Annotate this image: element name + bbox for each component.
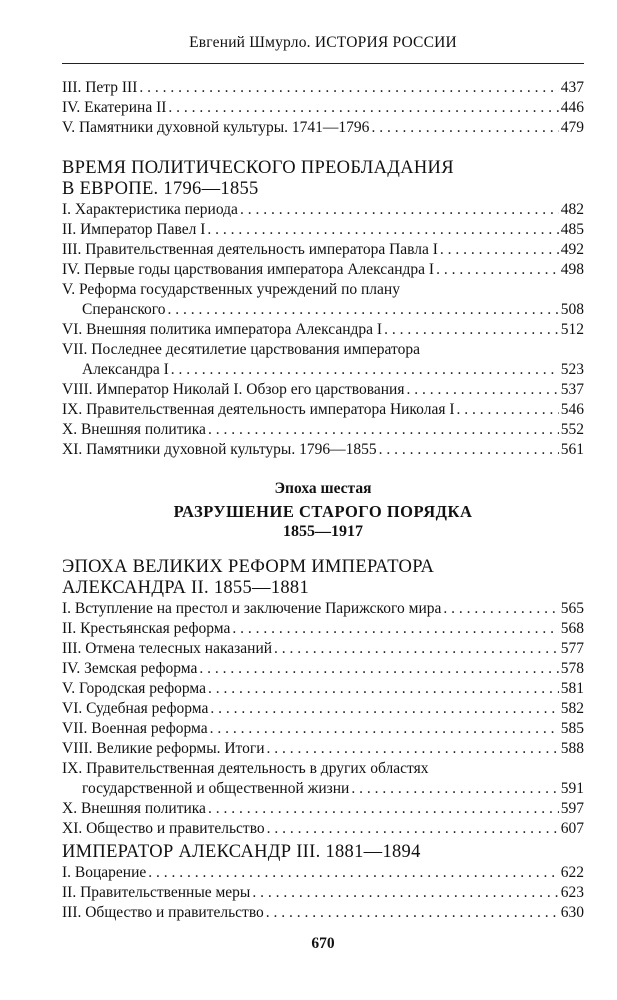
page-number: 568 xyxy=(560,620,584,637)
leader-dots xyxy=(371,118,558,138)
page-footer-number: 670 xyxy=(311,935,335,952)
leader-dots xyxy=(168,98,558,118)
toc-entry[interactable]: II. Император Павел I . . . 485 xyxy=(62,220,584,240)
leader-dots xyxy=(267,819,559,839)
toc-entry[interactable]: Александра I . . . 523 xyxy=(62,360,584,380)
leader-dots xyxy=(440,240,559,260)
leader-dots xyxy=(210,699,558,719)
leader-dots xyxy=(168,300,559,320)
leader-dots xyxy=(171,360,559,380)
toc-entry[interactable]: I. Воцарение . . . 622 xyxy=(62,863,584,883)
leader-dots xyxy=(252,883,558,903)
leader-dots xyxy=(208,679,559,699)
toc-entry[interactable]: IX. Правительственная деятельность императора Николая I . . . 546 xyxy=(62,400,584,420)
page-number: 552 xyxy=(560,421,584,438)
leader-dots xyxy=(406,380,558,400)
page-number: 485 xyxy=(560,221,584,238)
section-title: В ЕВРОПЕ. 1796—1855 xyxy=(62,179,259,199)
leader-dots xyxy=(436,260,559,280)
page-number: 492 xyxy=(560,241,584,258)
toc-entry[interactable]: VIII. Император Николай I. Обзор его царствования . . . 537 xyxy=(62,380,584,400)
toc-section-1 xyxy=(62,78,584,138)
page-number: 482 xyxy=(560,201,584,218)
section-title: АЛЕКСАНДРА II. 1855—1881 xyxy=(62,578,310,598)
leader-dots xyxy=(240,200,559,220)
leader-dots xyxy=(457,400,559,420)
toc-entry[interactable]: Сперанского . . . 508 xyxy=(62,300,584,320)
header-rule xyxy=(62,63,584,64)
toc-entry[interactable]: V. Памятники духовной культуры. 1741—1796 . . . 479 xyxy=(62,118,584,138)
leader-dots xyxy=(208,420,559,440)
toc-entry[interactable]: III. Отмена телесных наказаний . . . 577 xyxy=(62,639,584,659)
toc-entry[interactable]: II. Правительственные меры . . . 623 xyxy=(62,883,584,903)
page-number: 630 xyxy=(560,904,584,921)
leader-dots xyxy=(207,220,558,240)
leader-dots xyxy=(274,639,559,659)
leader-dots xyxy=(351,779,558,799)
toc-entry[interactable]: VI. Внешняя политика императора Александра I . . . 512 xyxy=(62,320,584,340)
toc-entry[interactable]: IV. Земская реформа . . . 578 xyxy=(62,659,584,679)
page-number: 577 xyxy=(560,640,584,657)
epoch-years: 1855—1917 xyxy=(283,523,363,540)
page-number: 498 xyxy=(560,261,584,278)
page-number: 585 xyxy=(560,720,584,737)
page-number: 508 xyxy=(560,301,584,318)
toc-entry[interactable]: X. Внешняя политика . . . 597 xyxy=(62,799,584,819)
toc-entry[interactable]: III. Общество и правительство . . . 630 xyxy=(62,903,584,923)
page-number: 479 xyxy=(560,119,584,136)
leader-dots xyxy=(267,739,559,759)
page-number: 581 xyxy=(560,680,584,697)
toc-entry[interactable]: II. Крестьянская реформа . . . 568 xyxy=(62,619,584,639)
page-number: 446 xyxy=(560,99,584,116)
leader-dots xyxy=(148,863,558,883)
leader-dots xyxy=(443,599,558,619)
page-number: 607 xyxy=(560,820,584,837)
page-number: 597 xyxy=(560,800,584,817)
page-number: 582 xyxy=(560,700,584,717)
toc-section-2 xyxy=(62,158,584,460)
section-title: ИМПЕРАТОР АЛЕКСАНДР III. 1881—1894 xyxy=(62,842,421,862)
toc-entry[interactable]: VII. Военная реформа . . . 585 xyxy=(62,719,584,739)
toc-section-3 xyxy=(62,557,584,839)
section-title: ВРЕМЯ ПОЛИТИЧЕСКОГО ПРЕОБЛАДАНИЯ xyxy=(62,158,454,178)
leader-dots xyxy=(266,903,559,923)
epoch-label: Эпоха шестая xyxy=(274,480,372,497)
leader-dots xyxy=(208,799,559,819)
toc-entry[interactable]: XI. Общество и правительство . . . 607 xyxy=(62,819,584,839)
leader-dots xyxy=(139,78,558,98)
page-number: 561 xyxy=(560,441,584,458)
toc-entry-first-line[interactable]: VII. Последнее десятилетие царствования императора xyxy=(62,341,420,358)
epoch-title: РАЗРУШЕНИЕ СТАРОГО ПОРЯДКА xyxy=(173,502,473,521)
leader-dots xyxy=(232,619,558,639)
toc-entry[interactable]: III. Правительственная деятельность императора Павла I . . . 492 xyxy=(62,240,584,260)
toc-entry[interactable]: XI. Памятники духовной культуры. 1796—1855 . . . 561 xyxy=(62,440,584,460)
toc-entry-first-line[interactable]: IX. Правительственная деятельность в других областях xyxy=(62,760,429,777)
page-number: 591 xyxy=(560,780,584,797)
page-number: 437 xyxy=(560,79,584,96)
toc-section-4 xyxy=(62,842,584,923)
toc-entry[interactable]: VI. Судебная реформа . . . 582 xyxy=(62,699,584,719)
page-number: 565 xyxy=(560,600,584,617)
toc-entry[interactable]: IV. Первые годы царствования императора Александра I . . . 498 xyxy=(62,260,584,280)
page-number: 512 xyxy=(560,321,584,338)
toc-entry[interactable]: V. Городская реформа . . . 581 xyxy=(62,679,584,699)
toc-entry-first-line[interactable]: V. Реформа государственных учреждений по плану xyxy=(62,281,400,298)
section-title: ЭПОХА ВЕЛИКИХ РЕФОРМ ИМПЕРАТОРА xyxy=(62,557,435,577)
leader-dots xyxy=(199,659,558,679)
leader-dots xyxy=(379,440,559,460)
toc-entry[interactable]: VIII. Великие реформы. Итоги . . . 588 xyxy=(62,739,584,759)
page-number: 546 xyxy=(560,401,584,418)
leader-dots xyxy=(210,719,559,739)
page-number: 523 xyxy=(560,361,584,378)
leader-dots xyxy=(384,320,559,340)
toc-entry[interactable]: IV. Екатерина II . . . 446 xyxy=(62,98,584,118)
toc-entry[interactable]: X. Внешняя политика . . . 552 xyxy=(62,420,584,440)
page-number: 623 xyxy=(560,884,584,901)
page-number: 578 xyxy=(560,660,584,677)
page-number: 588 xyxy=(560,740,584,757)
toc-entry[interactable]: I. Характеристика периода . . . 482 xyxy=(62,200,584,220)
page-number: 537 xyxy=(560,381,584,398)
toc-entry[interactable]: III. Петр III . . . 437 xyxy=(62,78,584,98)
toc-entry[interactable]: I. Вступление на престол и заключение Парижского мира . . . 565 xyxy=(62,599,584,619)
running-header: Евгений Шмурло. ИСТОРИЯ РОССИИ xyxy=(189,34,457,51)
page-number: 622 xyxy=(560,864,584,881)
toc-entry[interactable]: государственной и общественной жизни . . . 591 xyxy=(62,779,584,799)
